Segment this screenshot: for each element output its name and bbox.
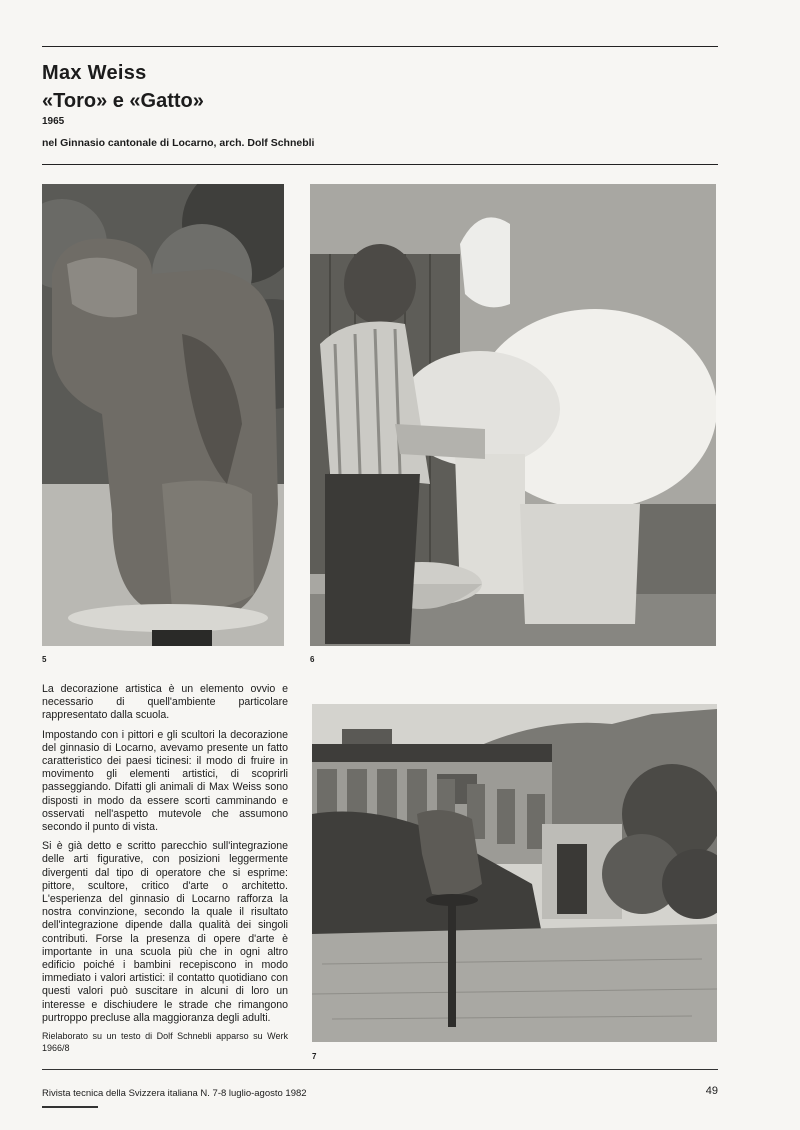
top-rule: [42, 46, 718, 47]
figure-number-5: 5: [42, 655, 47, 664]
location-line: nel Ginnasio cantonale di Locarno, arch. Dolf Schnebli: [42, 137, 315, 149]
article-body: [42, 683, 288, 1060]
page-title: Max Weiss: [42, 62, 147, 84]
header-rule: [42, 164, 718, 165]
photo-artist-at-work: [310, 184, 716, 646]
figure-number-6: 6: [310, 655, 315, 664]
article-paragraph: Si è già detto e scritto parecchio sull'integrazione delle arti figurative, con posizioni leggermente divergenti dal tipo di operatore che si esprime: pittore, scultore, critico d'arte o architetto. L'esperienza del ginnasio di Locarno rafforza la nostra convinzione, secondo la quale il risultato dell'integrazione dipende dalla qualità dei singoli contributi. Forse la presenza di opere d'arte è importante in una scuola più che in ogni altro edificio poiché i bambini recepiscono in modo immediato i valori artistici: il contatto quotidiano con questi valori può suscitare in alcuni di loro un interesse e dischiudere le strade che rimangono purtroppo precluse alla maggioranza degli adulti.: [42, 840, 288, 1024]
photo-school-courtyard: [312, 704, 717, 1042]
year-label: 1965: [42, 116, 65, 127]
figure-number-7: 7: [312, 1052, 317, 1061]
photo-sculpture-gatto: [42, 184, 284, 646]
page-number: 49: [705, 1085, 718, 1097]
article-paragraph: La decorazione artistica è un elemento ovvio e necessario di quell'ambiente particolare rappresentato dalla scuola.: [42, 683, 288, 722]
footer-rule: [42, 1069, 718, 1070]
footer-mark: [42, 1106, 98, 1108]
journal-citation: Rivista tecnica della Svizzera italiana N. 7-8 luglio-agosto 1982: [42, 1088, 307, 1099]
article-paragraph: Impostando con i pittori e gli scultori la decorazione del ginnasio di Locarno, avevamo presente un fatto caratteristico dei paesi ticinesi: il modo di fruire in movimento gli elementi artistici, di scoprirli passeggiando. Difatti gli animali di Max Weiss sono disposti in modo da essere scorti camminando e osservati nell'aspetto mutevole che assumono secondo il punto di vista.: [42, 728, 288, 834]
article-credit: Rielaborato su un testo di Dolf Schnebli apparso su Werk 1966/8: [42, 1031, 288, 1053]
page-subtitle: «Toro» e «Gatto»: [42, 90, 204, 112]
